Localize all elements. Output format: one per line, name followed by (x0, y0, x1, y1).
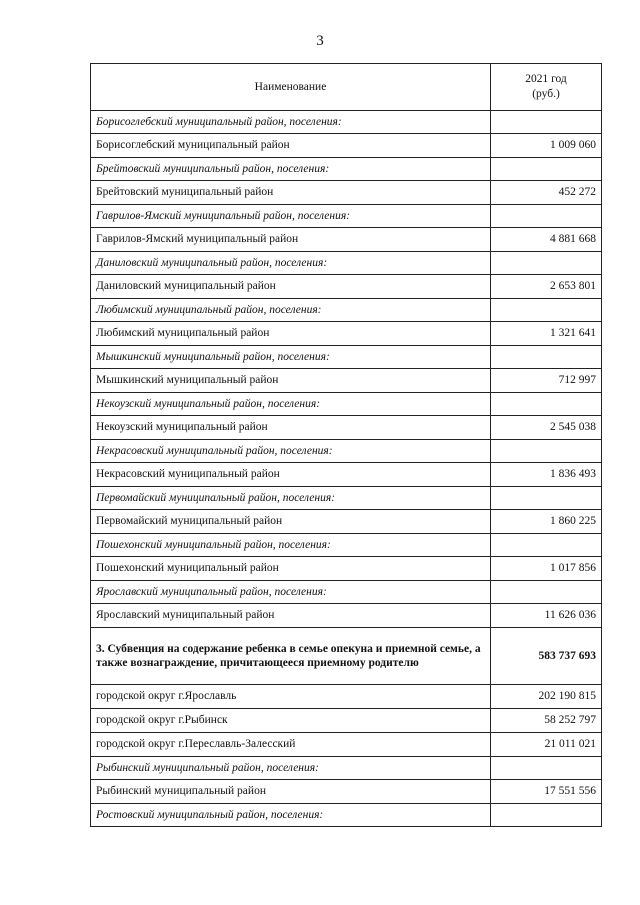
column-header-amount (491, 64, 602, 111)
table-row (91, 134, 602, 158)
table-row (91, 685, 602, 709)
row-name-cell: Некрасовский муниципальный район, поселения: (91, 440, 491, 463)
table-row (91, 228, 602, 252)
table-row (91, 322, 602, 346)
row-amount-cell (491, 487, 602, 510)
row-amount-cell: 712 997 (491, 369, 602, 393)
table-row-section (91, 346, 602, 369)
table-row (91, 780, 602, 804)
row-amount-cell: 1 321 641 (491, 322, 602, 346)
row-amount-cell (491, 346, 602, 369)
row-name-cell: Рыбинский муниципальный район, поселения: (91, 757, 491, 780)
row-amount-cell: 583 737 693 (491, 628, 602, 685)
table-row (91, 733, 602, 757)
row-amount-cell (491, 581, 602, 604)
column-header-amount-year: 2021 год (525, 73, 567, 86)
table-row (91, 369, 602, 393)
row-name-cell: Брейтовский муниципальный район (91, 181, 491, 205)
row-amount-cell (491, 252, 602, 275)
row-amount-cell (491, 205, 602, 228)
row-amount-cell: 11 626 036 (491, 604, 602, 628)
row-name-cell: Первомайский муниципальный район, поселения: (91, 487, 491, 510)
table-row-section (91, 804, 602, 827)
row-name-cell: Мышкинский муниципальный район (91, 369, 491, 393)
row-name-cell: Борисоглебский муниципальный район, поселения: (91, 111, 491, 134)
table-row (91, 510, 602, 534)
table-body (91, 111, 602, 827)
table-row-section (91, 581, 602, 604)
row-name-cell: Любимский муниципальный район, поселения: (91, 299, 491, 322)
table-row (91, 463, 602, 487)
row-amount-cell (491, 299, 602, 322)
table-row (91, 416, 602, 440)
row-amount-cell (491, 757, 602, 780)
table-row-section (91, 205, 602, 228)
row-name-cell: Пошехонский муниципальный район (91, 557, 491, 581)
row-name-cell: Гаврилов-Ямский муниципальный район, поселения: (91, 205, 491, 228)
row-amount-cell: 202 190 815 (491, 685, 602, 709)
row-name-cell: Мышкинский муниципальный район, поселения: (91, 346, 491, 369)
row-amount-cell (491, 440, 602, 463)
row-amount-cell (491, 534, 602, 557)
table-row-section (91, 111, 602, 134)
row-name-cell: Некрасовский муниципальный район (91, 463, 491, 487)
row-name-cell: Пошехонский муниципальный район, поселения: (91, 534, 491, 557)
row-name-cell: Гаврилов-Ямский муниципальный район (91, 228, 491, 252)
row-amount-cell: 1 017 856 (491, 557, 602, 581)
row-name-cell: Даниловский муниципальный район, поселения: (91, 252, 491, 275)
table-row-section (91, 757, 602, 780)
budget-table (90, 63, 602, 827)
table-row (91, 275, 602, 299)
row-name-cell: городской округ г.Ярославль (91, 685, 491, 709)
table-row-section (91, 393, 602, 416)
row-name-cell: Борисоглебский муниципальный район (91, 134, 491, 158)
row-name-cell: Рыбинский муниципальный район (91, 780, 491, 804)
table-row-section (91, 158, 602, 181)
table-row (91, 181, 602, 205)
row-name-cell: Брейтовский муниципальный район, поселения: (91, 158, 491, 181)
row-amount-cell: 2 653 801 (491, 275, 602, 299)
row-name-cell: Некоузский муниципальный район, поселения: (91, 393, 491, 416)
row-name-cell: Даниловский муниципальный район (91, 275, 491, 299)
row-name-cell: Первомайский муниципальный район (91, 510, 491, 534)
table-row-section (91, 534, 602, 557)
table-row-section (91, 440, 602, 463)
row-name-cell: 3. Субвенция на содержание ребенка в семье опекуна и приемной семье, а также вознаграждение, причитающееся приемному родителю (91, 628, 491, 685)
row-amount-cell (491, 158, 602, 181)
row-amount-cell (491, 111, 602, 134)
table-row-section (91, 252, 602, 275)
row-amount-cell: 4 881 668 (491, 228, 602, 252)
row-amount-cell (491, 804, 602, 827)
table-row-section (91, 299, 602, 322)
row-name-cell: Некоузский муниципальный район (91, 416, 491, 440)
row-amount-cell: 452 272 (491, 181, 602, 205)
row-name-cell: Ростовский муниципальный район, поселения: (91, 804, 491, 827)
row-amount-cell: 21 011 021 (491, 733, 602, 757)
row-name-cell: городской округ г.Рыбинск (91, 709, 491, 733)
table-row (91, 709, 602, 733)
page-number: 3 (316, 33, 324, 49)
row-amount-cell: 1 009 060 (491, 134, 602, 158)
table-header-row (91, 64, 602, 111)
row-name-cell: городской округ г.Переславль-Залесский (91, 733, 491, 757)
table-row (91, 604, 602, 628)
row-name-cell: Ярославский муниципальный район (91, 604, 491, 628)
row-amount-cell: 17 551 556 (491, 780, 602, 804)
row-amount-cell: 1 860 225 (491, 510, 602, 534)
table-row (91, 557, 602, 581)
column-header-name: Наименование (91, 64, 491, 111)
row-amount-cell (491, 393, 602, 416)
column-header-amount-unit: (руб.) (532, 88, 560, 100)
table-row-total (91, 628, 602, 685)
row-amount-cell: 2 545 038 (491, 416, 602, 440)
row-amount-cell: 1 836 493 (491, 463, 602, 487)
row-name-cell: Любимский муниципальный район (91, 322, 491, 346)
row-name-cell: Ярославский муниципальный район, поселения: (91, 581, 491, 604)
table-row-section (91, 487, 602, 510)
row-amount-cell: 58 252 797 (491, 709, 602, 733)
